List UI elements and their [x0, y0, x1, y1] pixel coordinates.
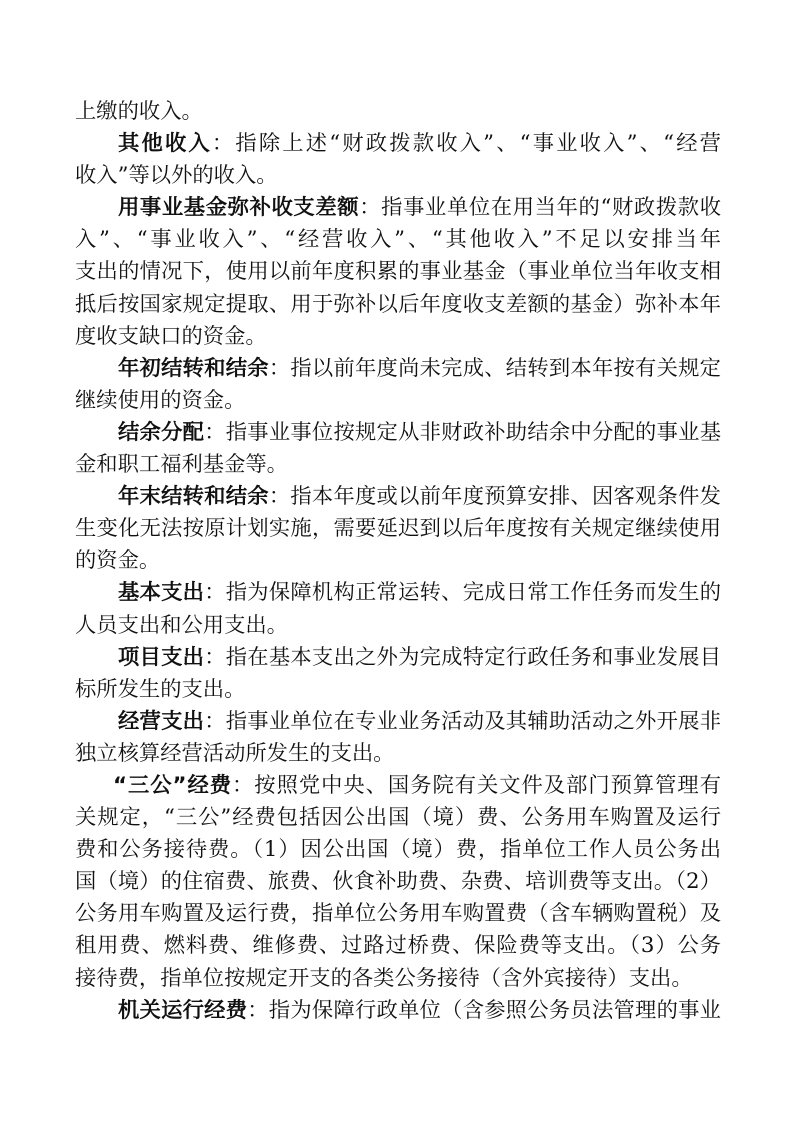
- paragraph-opening-balance: [75, 353, 721, 385]
- paragraph-three-public-expenses: [75, 770, 721, 802]
- term: 经营支出: [118, 708, 205, 734]
- text-line: 度收支缺口的资金。: [75, 323, 267, 349]
- definition: ：指事业单位在专业业务活动及其辅助活动之外开展非: [204, 708, 721, 734]
- text-line: 国（境）的住宿费、旅费、伙食补助费、杂费、培训费等支出。（2）: [75, 869, 721, 895]
- text-line: 标所发生的支出。: [75, 676, 246, 702]
- text-line: 人员支出和公用支出。: [75, 612, 288, 638]
- paragraph-closing-balance: [75, 481, 721, 513]
- term: “三公”经费: [113, 772, 233, 798]
- paragraph-operating-expenditure: [75, 706, 721, 738]
- text-line: 支出的情况下，使用以前年度积累的事业基金（事业单位当年收支相: [75, 259, 721, 285]
- paragraph-project-expenditure: [75, 642, 721, 674]
- definition: ：指以前年度尚未完成、结转到本年按有关规定: [268, 355, 721, 381]
- definition: ：指事业事位按规定从非财政补助结余中分配的事业基: [204, 419, 721, 445]
- text-line: 公务用车购置及运行费，指单位公务用车购置费（含车辆购置税）及: [75, 901, 721, 927]
- definition: ：指为保障机构正常运转、完成日常工作任务而发生的: [204, 580, 721, 606]
- text-line: 的资金。: [75, 548, 161, 574]
- text-line: 费和公务接待费。（1）因公出国（境）费，指单位工作人员公务出: [75, 837, 721, 863]
- term: 项目支出: [118, 644, 205, 670]
- text-line: 生变化无法按原计划实施，需要延迟到以后年度按有关规定继续使用: [75, 516, 721, 542]
- text-line: 金和职工福利基金等。: [75, 452, 288, 478]
- document-page: [75, 96, 721, 1027]
- text-line: 独立核算经营活动所发生的支出。: [75, 740, 395, 766]
- paragraph-surplus-distribution: [75, 417, 721, 449]
- definition: ：指除上述“财政拨款收入”、“事业收入”、“经营: [211, 131, 721, 157]
- term: 结余分配: [118, 419, 205, 445]
- text-line: 收入”等以外的收入。: [75, 163, 278, 189]
- text-line: 抵后按国家规定提取、用于弥补以后年度收支差额的基金）弥补本年: [75, 291, 721, 317]
- definition: ：指为保障行政单位（含参照公务员法管理的事业: [247, 997, 721, 1023]
- text-line: 关规定，“三公”经费包括因公出国（境）费、公务用车购置及运行: [75, 805, 721, 831]
- term: 年末结转和结余: [118, 484, 269, 510]
- text-line: 上缴的收入。: [75, 99, 203, 124]
- term: 机关运行经费: [118, 997, 248, 1023]
- text-line: 入”、“事业收入”、“经营收入”、“其他收入”不足以安排当年: [75, 227, 721, 253]
- text-line: 继续使用的资金。: [75, 387, 246, 413]
- definition: ：指在基本支出之外为完成特定行政任务和事业发展目: [204, 644, 721, 670]
- definition: ：指本年度或以前年度预算安排、因客观条件发: [268, 484, 721, 510]
- term: 用事业基金弥补收支差额: [118, 195, 360, 221]
- paragraph-fund-offset: [75, 192, 721, 224]
- definition: ：指事业单位在用当年的“财政拨款收: [359, 195, 721, 221]
- term: 年初结转和结余: [118, 355, 269, 381]
- paragraph-agency-operating-expenses: [75, 995, 721, 1027]
- text-line: 租用费、燃料费、维修费、过路过桥费、保险费等支出。（3）公务: [75, 933, 721, 959]
- term: 基本支出: [118, 580, 205, 606]
- term: 其他收入: [118, 131, 212, 157]
- paragraph-basic-expenditure: [75, 577, 721, 609]
- definition: ：按照党中央、国务院有关文件及部门预算管理有: [232, 772, 721, 798]
- paragraph-other-income: [75, 128, 721, 160]
- text-line: 接待费，指单位按规定开支的各类公务接待（含外宾接待）支出。: [75, 965, 693, 991]
